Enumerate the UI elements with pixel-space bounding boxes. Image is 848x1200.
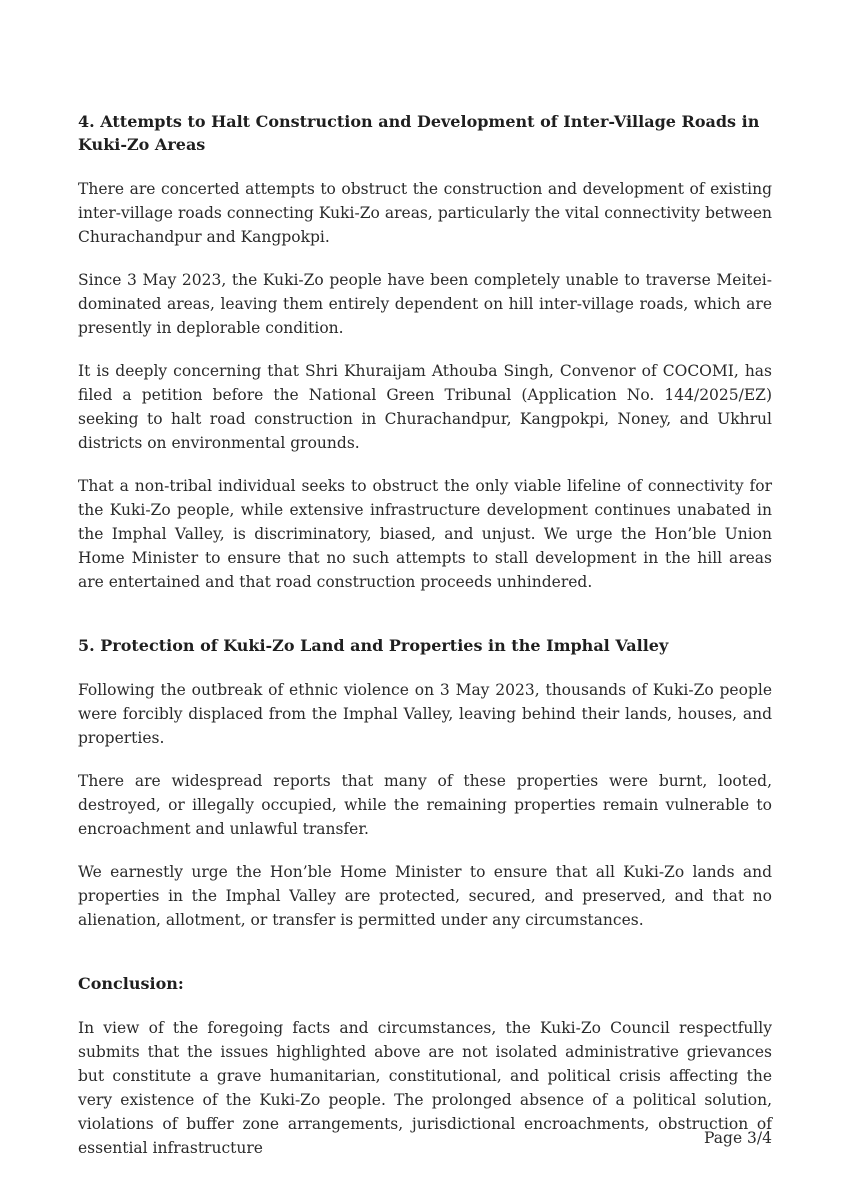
section-4-heading: 4. Attempts to Halt Construction and Development of Inter-Village Roads in Kuki-Zo Areas (78, 112, 760, 154)
section-5-paragraph-1: Following the outbreak of ethnic violence on 3 May 2023, thousands of Kuki-Zo people were forcibly displaced from the Imphal Valley, leaving behind their lands, houses, and properties. (78, 681, 772, 747)
section-4-paragraph-1: There are concerted attempts to obstruct the construction and development of existing inter-village roads connecting Kuki-Zo areas, particularly the vital connectivity between Churachandpur and Kangpokpi. (78, 180, 772, 246)
conclusion-paragraph: In view of the foregoing facts and circumstances, the Kuki-Zo Council respectfully submits that the issues highlighted above are not isolated administrative grievances but constitute a grave humanitarian, constitutional, and political crisis affecting the very existence of the Kuki-Zo people. The prolonged absence of a political solution, violations of buffer zone arrangements, jurisdictional encroachments, obstruction of essential infrastructure (78, 1019, 772, 1157)
section-5-paragraph-2: There are widespread reports that many of these properties were burnt, looted, destroyed, or illegally occupied, while the remaining properties remain vulnerable to encroachment and unlawful transfer. (78, 772, 772, 838)
document-page (78, 110, 772, 1160)
page-number: Page 3/4 (704, 1129, 772, 1147)
section-5-heading: 5. Protection of Kuki-Zo Land and Properties in the Imphal Valley (78, 636, 669, 655)
conclusion-heading: Conclusion: (78, 974, 184, 993)
section-4-paragraph-2: Since 3 May 2023, the Kuki-Zo people have been completely unable to traverse Meitei-dominated areas, leaving them entirely dependent on hill inter-village roads, which are presently in deplorable condition. (78, 271, 772, 337)
section-5-paragraph-3: We earnestly urge the Hon’ble Home Minister to ensure that all Kuki-Zo lands and properties in the Imphal Valley are protected, secured, and preserved, and that no alienation, allotment, or transfer is permitted under any circumstances. (78, 863, 772, 929)
section-4-paragraph-3: It is deeply concerning that Shri Khuraijam Athouba Singh, Convenor of COCOMI, has filed a petition before the National Green Tribunal (Application No. 144/2025/EZ) seeking to halt road construction in Churachandpur, Kangpokpi, Noney, and Ukhrul districts on environmental grounds. (78, 362, 772, 452)
section-4-paragraph-4: That a non-tribal individual seeks to obstruct the only viable lifeline of connectivity for the Kuki-Zo people, while extensive infrastructure development continues unabated in the Imphal Valley, is discriminatory, biased, and unjust. We urge the Hon’ble Union Home Minister to ensure that no such attempts to stall development in the hill areas are entertained and that road construction proceeds unhindered. (78, 477, 772, 591)
